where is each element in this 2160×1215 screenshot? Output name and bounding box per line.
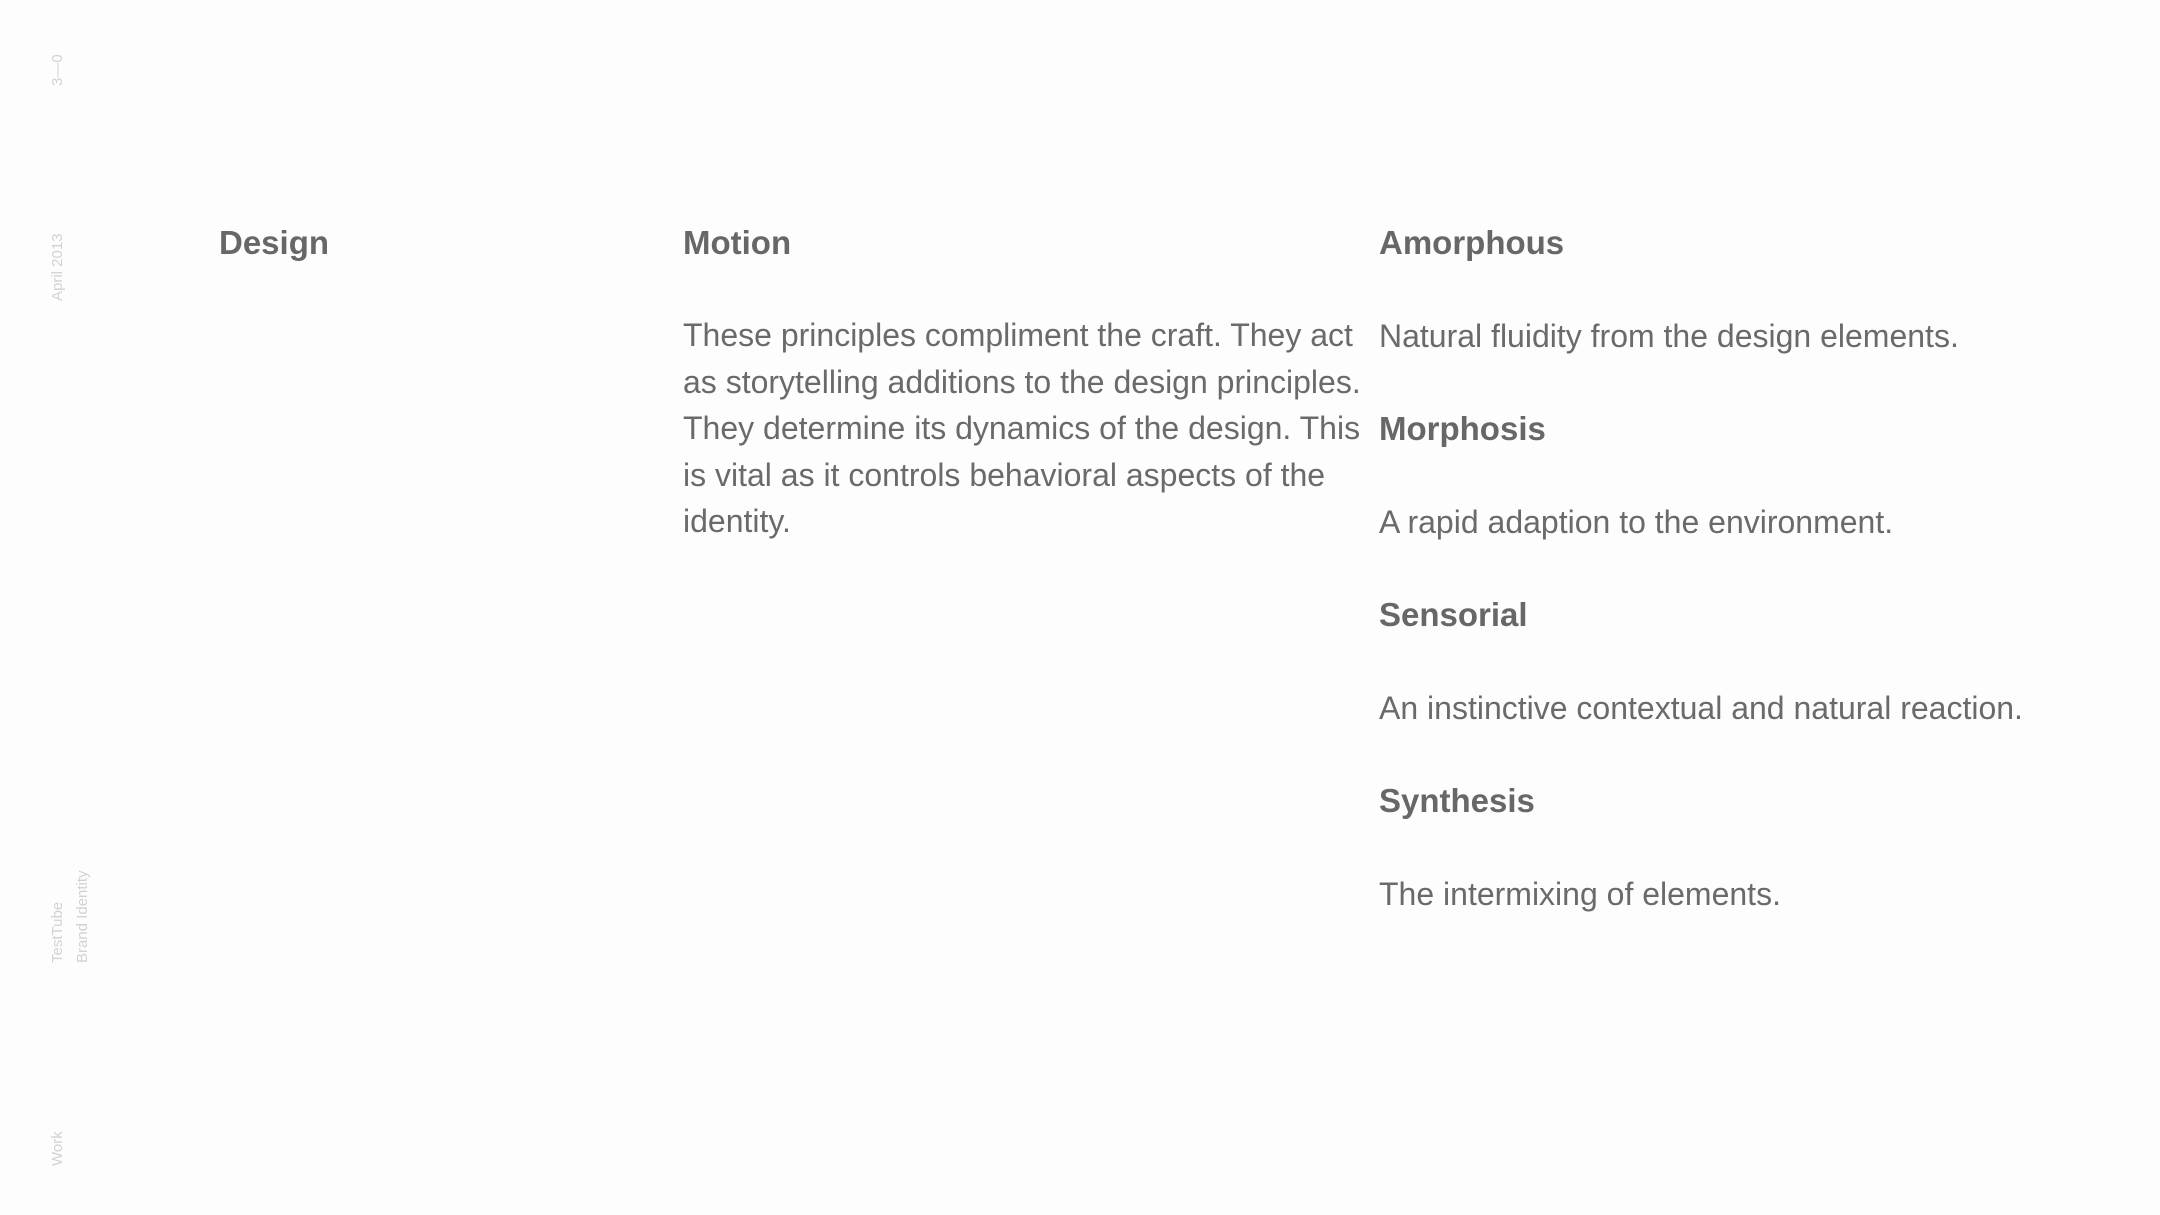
term-synthesis-description: The intermixing of elements. <box>1379 876 1781 912</box>
term-sensorial-description: An instinctive contextual and natural reaction. <box>1379 690 2023 726</box>
page-number: 3—0 <box>49 54 66 86</box>
motion-description: These principles compliment the craft. They act as storytelling additions to the design principles. They determine its dynamics of the design. This is vital as it controls behavioral aspects of the identity. <box>683 317 1361 539</box>
design-heading: Design <box>219 224 330 261</box>
client-label: TestTube <box>49 901 66 963</box>
project-label: Brand Identity <box>74 870 91 963</box>
term-morphosis-description: A rapid adaption to the environment. <box>1379 504 1894 540</box>
date-label: April 2013 <box>49 233 66 301</box>
term-morphosis-name: Morphosis <box>1379 410 1546 447</box>
term-list <box>1379 223 2119 967</box>
term-synthesis-name: Synthesis <box>1379 782 1535 819</box>
motion-heading: Motion <box>683 224 792 261</box>
section-label: Work <box>49 1131 66 1166</box>
term-amorphous-description: Natural fluidity from the design elements. <box>1379 318 1959 354</box>
term-amorphous-name: Amorphous <box>1379 224 1565 261</box>
term-sensorial-name: Sensorial <box>1379 596 1528 633</box>
